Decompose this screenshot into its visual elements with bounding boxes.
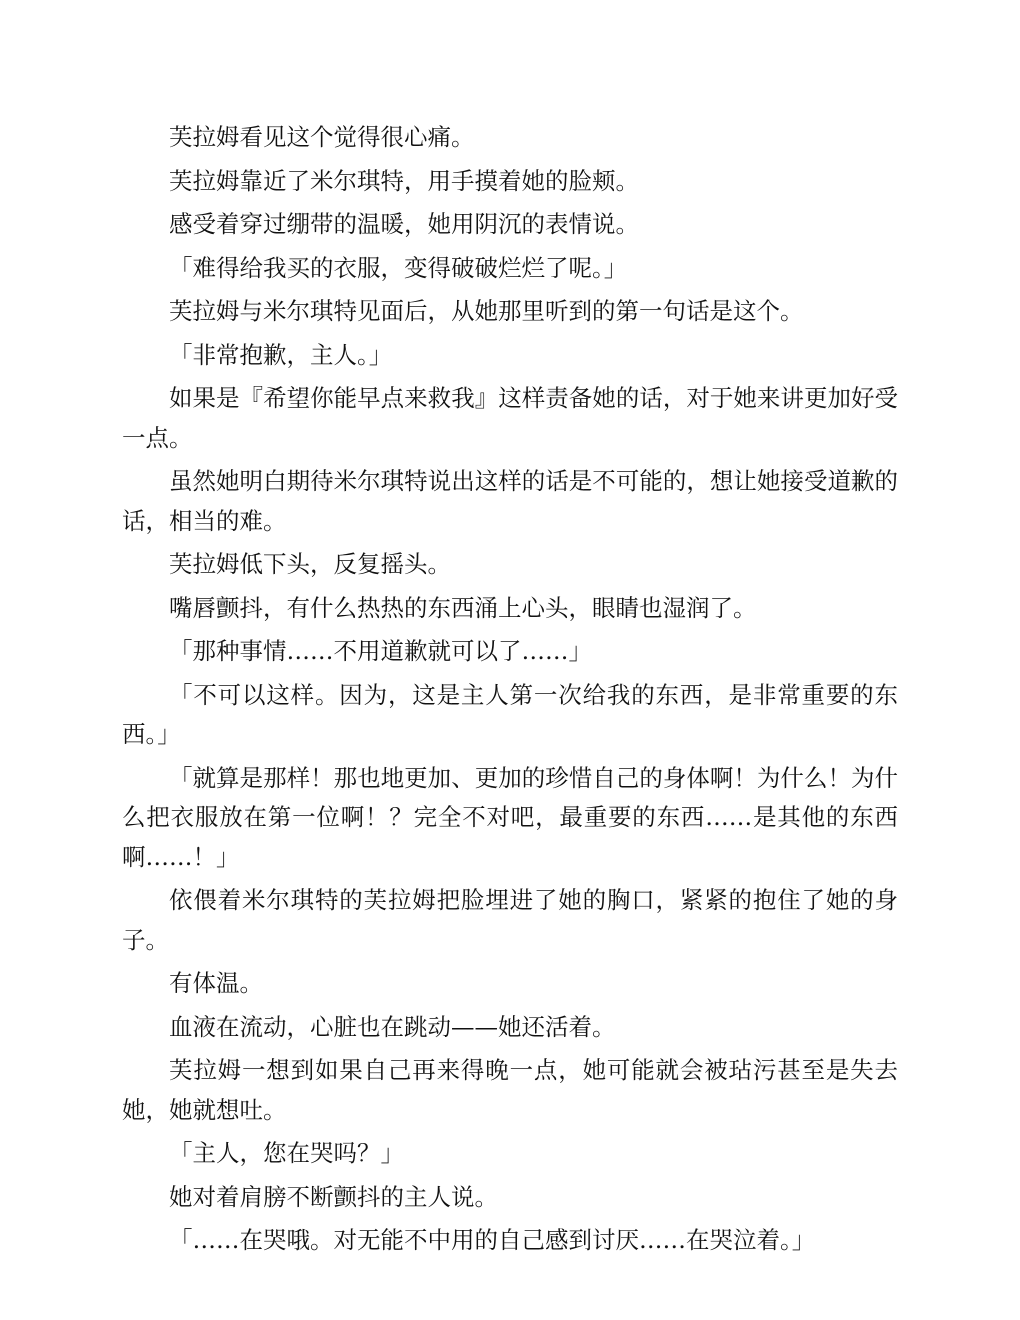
dialogue-paragraph: 「……在哭哦。对无能不中用的自己感到讨厌……在哭泣着。」 bbox=[169, 1226, 816, 1254]
paragraph: 如果是『希望你能早点来救我』这样责备她的话，对于她来讲更加好受一点。 bbox=[122, 384, 898, 452]
document-page bbox=[122, 118, 898, 1265]
dialogue-paragraph: 「不可以这样。因为，这是主人第一次给我的东西，是非常重要的东西。」 bbox=[122, 680, 898, 748]
paragraph: 芙拉姆靠近了米尔琪特，用手摸着她的脸颊。 bbox=[169, 166, 639, 195]
paragraph: 她对着肩膀不断颤抖的主人说。 bbox=[169, 1182, 498, 1211]
paragraph: 血液在流动，心脏也在跳动——她还活着。 bbox=[169, 1012, 616, 1041]
dialogue-paragraph: 「非常抱歉，主人。」 bbox=[169, 340, 393, 369]
dialogue-paragraph: 「就算是那样！那也地更加、更加的珍惜自己的身体啊！为什么！为什么把衣服放在第一位啊！？完全不对吧，最重要的东西……是其他的东西啊……！」 bbox=[122, 763, 898, 871]
paragraph: 嘴唇颤抖，有什么热热的东西涌上心头，眼睛也湿润了。 bbox=[169, 593, 757, 622]
paragraph: 依偎着米尔琪特的芙拉姆把脸埋进了她的胸口，紧紧的抱住了她的身子。 bbox=[122, 886, 898, 954]
paragraph: 芙拉姆一想到如果自己再来得晚一点，她可能就会被玷污甚至是失去她，她就想吐。 bbox=[122, 1056, 898, 1124]
dialogue-paragraph: 「主人，您在哭吗？」 bbox=[169, 1139, 404, 1167]
paragraph: 虽然她明白期待米尔琪特说出这样的话是不可能的，想让她接受道歉的话，相当的难。 bbox=[122, 467, 898, 535]
dialogue-paragraph: 「那种事情……不用道歉就可以了……」 bbox=[169, 637, 592, 665]
paragraph: 感受着穿过绷带的温暖，她用阴沉的表情说。 bbox=[169, 210, 639, 238]
paragraph: 芙拉姆与米尔琪特见面后，从她那里听到的第一句话是这个。 bbox=[169, 297, 804, 325]
paragraph: 芙拉姆看见这个觉得很心痛。 bbox=[169, 123, 475, 151]
paragraph: 有体温。 bbox=[169, 969, 263, 997]
paragraph: 芙拉姆低下头，反复摇头。 bbox=[169, 550, 451, 578]
dialogue-paragraph: 「难得给我买的衣服，变得破破烂烂了呢。」 bbox=[169, 253, 628, 282]
